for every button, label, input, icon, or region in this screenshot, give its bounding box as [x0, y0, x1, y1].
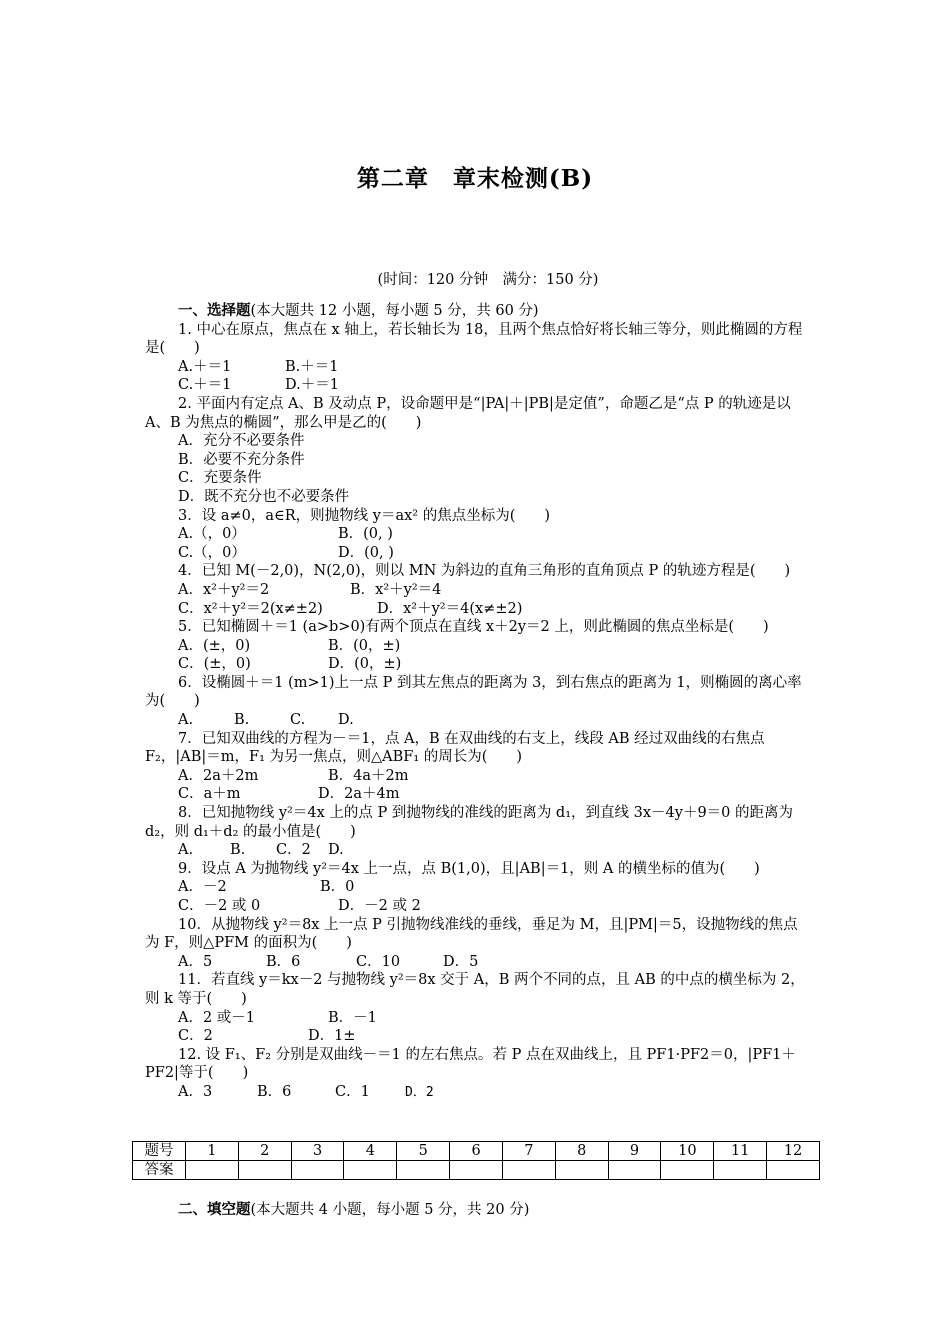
question-stem-2: 2. 平面内有定点 A、B 及动点 P，设命题甲是“|PA|＋|PB|是定值”，命题乙是“点 P 的轨迹是以 A、B 为焦点的椭圆”，那么甲是乙的( ) [145, 395, 791, 431]
question-options-11: A．2 或－1 B．－1 [178, 1009, 377, 1026]
section1-heading: 一、选择题(本大题共 12 小题，每小题 5 分，共 60 分) [178, 302, 539, 319]
question-options-3: A.（，0） B．(0, ) [178, 526, 393, 543]
answer-cell [291, 1161, 344, 1180]
question-stem-8: 8．已知抛物线 y²＝4x 上的点 P 到抛物线的准线的距离为 d₁，到直线 3x－4y＋9＝0 的距离为 d₂，则 d₁＋d₂ 的最小值是( ) [145, 805, 794, 840]
answer-table-number: 9 [608, 1142, 661, 1161]
answer-cell [397, 1161, 450, 1180]
question-options-11b: C．2 D．1± [178, 1028, 356, 1045]
question-stem-3: 3．设 a≠0，a∈R，则抛物线 y＝ax² 的焦点坐标为( ) [178, 507, 551, 524]
exam-info: (时间：120 分钟 满分：150 分) [377, 272, 599, 288]
question-stem-10: 10．从抛物线 y²＝8x 上一点 P 引抛物线准线的垂线，垂足为 M，且|PM|＝5，设抛物线的焦点为 F，则△PFM 的面积为( ) [145, 916, 798, 952]
page-title: 第二章 章末检测(B) [356, 165, 594, 192]
question-option-2d: D．既不充分也不必要条件 [178, 488, 350, 505]
answer-cell [661, 1161, 714, 1180]
question-options-12: A．3 B．6 C．1 D．2 [178, 1083, 434, 1100]
question-options-3b: C.（，0） D．(0, ) [178, 544, 394, 561]
question-options-1b: C.＋＝1 D.＋＝1 [178, 377, 339, 394]
question-options-5b: C．(±，0) D．(0，±) [178, 656, 402, 673]
question-options-5: A．(±，0) B．(0，±) [178, 637, 401, 654]
question-stem-9: 9．设点 A 为抛物线 y²＝4x 上一点，点 B(1,0)，且|AB|＝1，则 A 的横坐标的值为( ) [178, 860, 760, 877]
answer-table-number: 6 [450, 1142, 503, 1161]
answer-table-label-number: 题号 [133, 1142, 186, 1161]
answer-table-number: 7 [502, 1142, 555, 1161]
answer-table-number: 4 [344, 1142, 397, 1161]
answer-table-number: 1 [186, 1142, 239, 1161]
answer-cell [714, 1161, 767, 1180]
question-option-2c: C．充要条件 [178, 470, 262, 487]
question-stem-4: 4．已知 M(－2,0)，N(2,0)，则以 MN 为斜边的直角三角形的直角顶点 P 的轨迹方程是( ) [178, 563, 791, 580]
question-stem-6: 6．设椭圆＋＝1 (m>1)上一点 P 到其左焦点的距离为 3，到右焦点的距离为 1，则椭圆的离心率为( ) [145, 674, 802, 710]
question-stem-12: 12. 设 F₁、F₂ 分别是双曲线－＝1 的左右焦点。若 P 点在双曲线上，且 PF1·PF2＝0，|PF1＋PF2|等于( ) [145, 1046, 796, 1082]
answer-table-number: 5 [397, 1142, 450, 1161]
question-options-4b: C．x²＋y²＝2(x≠±2) D．x²＋y²＝4(x≠±2) [178, 600, 523, 617]
answer-cell [186, 1161, 239, 1180]
question-options-8: A. B. C．2 D. [178, 842, 344, 859]
question-options-9: A．－2 B．0 [178, 879, 355, 896]
question-stem-11: 11．若直线 y＝kx－2 与抛物线 y²＝8x 交于 A，B 两个不同的点，且 AB 的中点的横坐标为 2，则 k 等于( ) [145, 972, 805, 1007]
question-stem-1: 1. 中心在原点，焦点在 x 轴上，若长轴长为 18，且两个焦点恰好将长轴三等分，则此椭圆的方程是( ) [145, 321, 803, 357]
question-body [145, 302, 810, 1103]
answer-table-answer-row [133, 1161, 820, 1180]
question-options-10: A．5 B．6 C．10 D．5 [178, 953, 479, 970]
question-stem-5: 5．已知椭圆＋＝1 (a>b>0)有两个顶点在直线 x＋2y＝2 上，则此椭圆的焦点坐标是( ) [178, 619, 769, 636]
question-option-2a: A．充分不必要条件 [178, 433, 305, 450]
answer-table-label-answer: 答案 [133, 1161, 186, 1180]
answer-table-number: 3 [291, 1142, 344, 1161]
answer-table-header-row [133, 1142, 820, 1161]
question-options-7: A．2a＋2m B．4a＋2m [178, 767, 409, 784]
answer-table [132, 1141, 820, 1180]
question-options-9b: C．－2 或 0 D．－2 或 2 [178, 898, 421, 914]
question-options-6: A. B. C. D. [178, 712, 354, 729]
answer-cell [238, 1161, 291, 1180]
question-options-7b: C．a＋m D．2a＋4m [178, 786, 400, 803]
question-option-2b: B．必要不充分条件 [178, 451, 305, 468]
answer-cell [344, 1161, 397, 1180]
question-options-4: A．x²＋y²＝2 B．x²＋y²＝4 [178, 581, 442, 598]
section2-heading: 二、填空题(本大题共 4 小题，每小题 5 分，共 20 分) [178, 1201, 530, 1218]
answer-table-number: 11 [714, 1142, 767, 1161]
answer-cell [502, 1161, 555, 1180]
answer-cell [555, 1161, 608, 1180]
answer-cell [608, 1161, 661, 1180]
answer-table-number: 12 [767, 1142, 820, 1161]
answer-table-number: 8 [555, 1142, 608, 1161]
answer-table-number: 2 [238, 1142, 291, 1161]
answer-table-number: 10 [661, 1142, 714, 1161]
answer-cell [767, 1161, 820, 1180]
question-options-1: A.＋＝1 B.＋＝1 [178, 358, 339, 375]
answer-cell [450, 1161, 503, 1180]
question-stem-7: 7．已知双曲线的方程为－＝1，点 A，B 在双曲线的右支上，线段 AB 经过双曲线的右焦点 F₂，|AB|＝m，F₁ 为另一焦点，则△ABF₁ 的周长为( ) [145, 730, 765, 766]
